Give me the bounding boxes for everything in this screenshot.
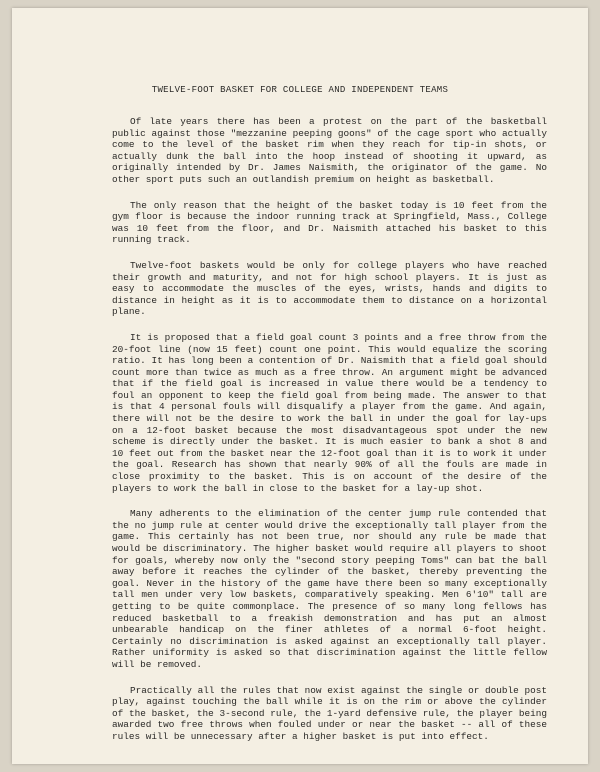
paragraph-2: The only reason that the height of the basket today is 10 feet from the gym floor is because the indoor running track at Springfield, Mass., College was 10 feet from the floor, and Dr. Naismith attached his basket to this running track. [112, 199, 547, 246]
document-page [12, 8, 588, 764]
paragraph-3: Twelve-foot baskets would be only for college players who have reached their growth and maturity, and not for high school players. It is just as easy to accommodate the muscles of the eyes, wrists, hands and digits to distance in height as it is to accommodate them to distance on a horizontal plane. [112, 259, 547, 318]
paragraph-4: It is proposed that a field goal count 3 points and a free throw from the 20-foot line (now 15 feet) count one point. This would equalize the scoring ratio. It has long been a contention of Dr. Naismith that a field goal should count more than twice as much as a free throw. An argument might be advanced that if the field goal is increased in value there would be a tendency to foul an opponent to keep the field goal from being made. The answer to that is that 4 personal fouls will disqualify a player from the game. And again, there will not be the desire to work the ball in under the goal for lay-ups on a 12-foot basket because the most disadvantageous spot under the new scheme is directly under the basket. It is much easier to bank a shot 8 and 10 feet out from the basket near the 12-foot goal than it is to work it under the goal. Research has shown that nearly 90% of all the fouls are made in close proximity to the basket. This is on account of the desire of the players to work the ball in close to the basket for a lay-up shot. [112, 331, 547, 494]
document-title: TWELVE-FOOT BASKET FOR COLLEGE AND INDEPENDENT TEAMS [151, 85, 449, 95]
paragraph-6: Practically all the rules that now exist against the single or double post play, against touching the ball while it is on the rim or above the cylinder of the basket, the 3-second rule, the 1-yard defensive rule, the player being awarded two free throws when fouled under or near the basket -- all of these rules will be unnecessary after a higher basket is put into effect. [112, 684, 547, 742]
paragraph-5: Many adherents to the elimination of the center jump rule contended that the no jump rule at center would drive the exceptionally tall player from the game. This certainly has not been true, nor should any rule be made that would be discriminatory. The higher basket would require all players to shoot for goals, whereby now only the "second story peeping Toms" can bat the ball away before it reaches the cylinder of the basket, thereby preventing the goal. Never in the history of the game have there been so many exceptionally tall men under very low baskets, comparatively speaking. Men 6'10" tall are getting to be quite commonplace. The presence of so many long fellows has reduced basketball to a freakish demonstration and has put an almost unbearable handicap on the finer athletes of a normal 6-foot height. Certainly no discrimination is asked against an exceptionally tall player. Rather uniformity is asked so that discrimination against the little fellow will be removed. [112, 508, 547, 670]
paragraph-1: Of late years there has been a protest on the part of the basketball public against those "mezzanine peeping goons" of the cage sport who actually come to the level of the basket rim when they reach for tip-in shots, or actually dunk the ball into the hoop instead of shooting it upward, as originally intended by Dr. James Naismith, the originator of the game. No other sport puts such an outlandish premium on height as basketball. [112, 116, 547, 185]
document-body [112, 116, 547, 757]
